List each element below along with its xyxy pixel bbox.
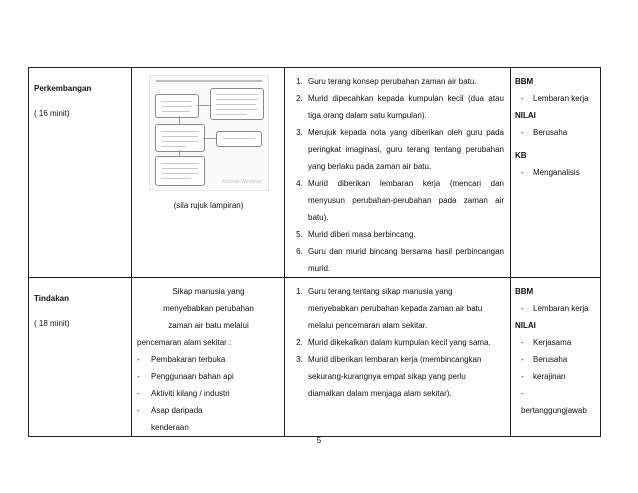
content-line: zaman air batu melalui [168,321,249,330]
appendix-caption: (sila rujuk lampiran) [173,201,244,210]
list-item: - Asap daripada kenderaan [137,406,203,432]
list-item: - Berusaha [521,355,568,364]
list-item: 6. Guru dan murid bincang bersama hasil perbincangan murid. [305,243,504,277]
stage-cell [29,278,132,437]
list-item: - kerajinan [521,372,566,381]
content-cell [132,278,285,437]
list-item: 2. Murid dipecahkan kepada kumpulan kecil (dua atau tiga orang dalam satu kumpulan). [305,90,504,124]
list-item: - Kerjasama [521,338,572,347]
steps-cell [285,278,511,437]
list-item: 2. Murid dikekalkan dalam kumpulan kecil yang sama. [305,334,504,351]
lesson-plan-table [28,67,601,437]
table-row [29,68,601,278]
stage-time: ( 16 minit) [34,109,70,118]
list-item: 5. Murid diberi masa berbincang. [305,226,504,243]
list-item: - Berusaha [521,128,568,137]
list-item: - Aktiviti kilang / industri [137,389,230,398]
resources-cell [511,278,601,437]
kb-heading: KB [515,151,527,160]
list-item: - Menganalisis [521,168,580,177]
bbm-heading: BBM [515,77,534,86]
list-item: 3. Merujuk kepada nota yang diberikan oleh guru pada peringkat imaginasi, guru terang tentang perubahan yang berlaku pada zaman air batu. [305,124,504,175]
stage-name: Perkembangan [34,84,92,93]
list-item: -bertanggungjawab [521,389,587,415]
list-item: 3. Murid diberikan lembaran kerja (membincangkan sekurang-kurangnya empat sikap yang perlu diamalkan dalam menjaga alam sekitar). [305,351,504,402]
page-number: 5 [316,436,322,445]
list-item: 1. Guru terang konsep perubahan zaman air batu. [305,73,504,90]
content-line: pencemaran alam sekitar : [137,338,232,347]
list-item: 4. Murid diberikan lembaran kerja (mencari dan menyusun perubahan-perubahan pada zaman air batu). [305,175,504,226]
bbm-heading: BBM [515,287,534,296]
list-item: 1. Guru terang tentang sikap manusia yang menyebabkan perubahan kepada zaman air batu melalui pencemaran alam sekitar. [305,283,504,334]
nilai-heading: NILAI [515,111,536,120]
table-row [29,278,601,437]
stage-name: Tindakan [34,294,69,303]
list-item: - Pembakaran terbuka [137,355,226,364]
content-line: Sikap manusia yang [172,287,245,296]
resources-cell [511,68,601,278]
stage-time: ( 18 minit) [34,319,70,328]
steps-list [291,73,504,277]
content-line: menyebabkan perubahan [163,304,254,313]
steps-cell [285,68,511,278]
list-item: - Lembaran kerja [521,304,589,313]
content-cell [132,68,285,278]
list-item: - Lembaran kerja [521,94,589,103]
appendix-diagram-thumbnail: Activate Windows [149,75,269,191]
steps-list [291,283,504,402]
list-item: - Penggunaan bahan api [137,372,234,381]
stage-cell [29,68,132,278]
nilai-heading: NILAI [515,321,536,330]
